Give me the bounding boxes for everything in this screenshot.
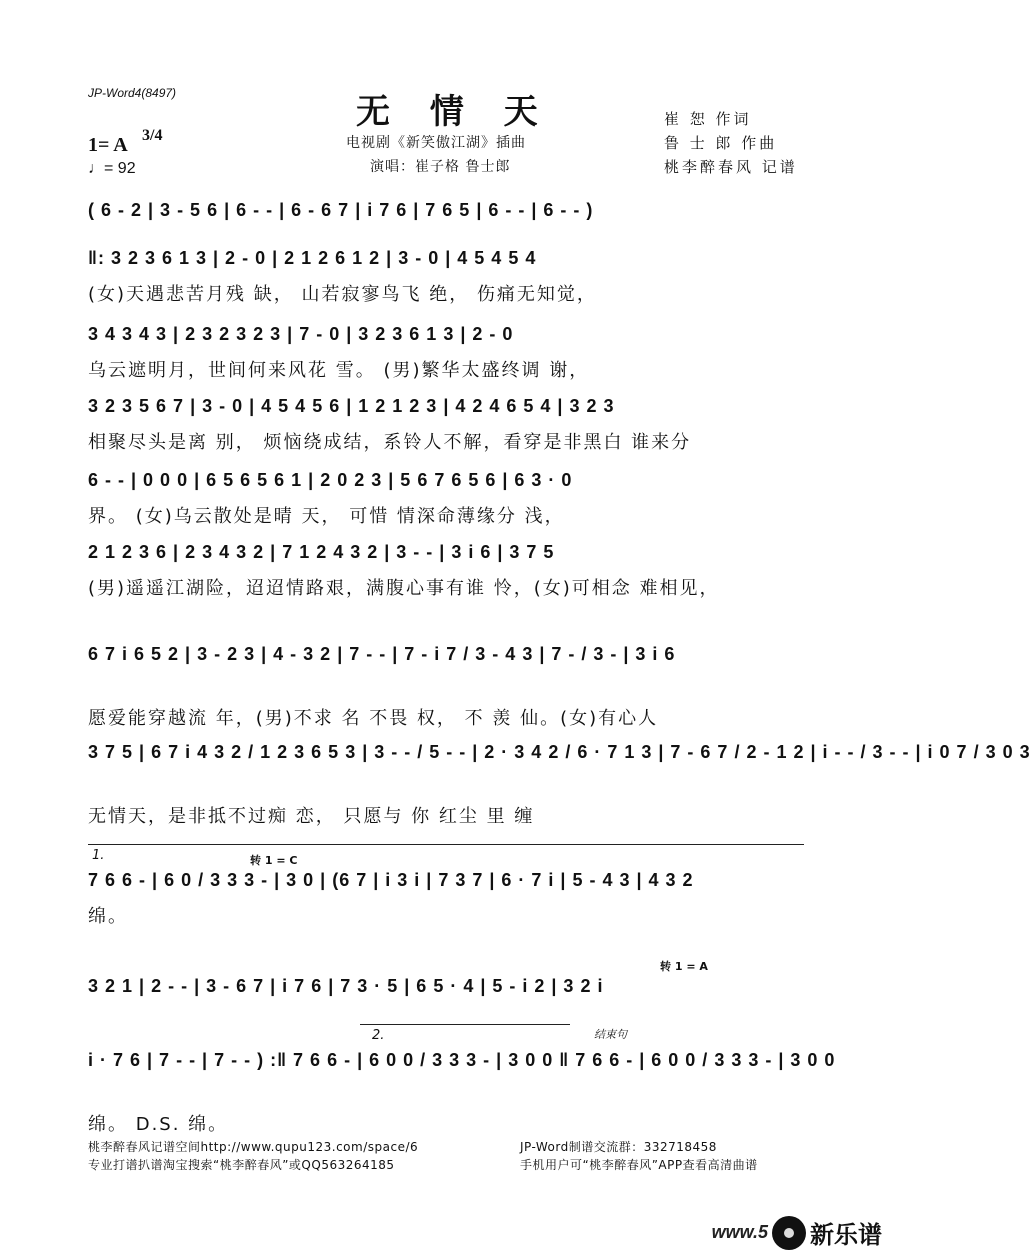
tempo-mark: ♩= 92 [88, 160, 136, 177]
watermark-label: JP-Word4(8497) [88, 86, 177, 100]
lyricist-credit: 崔 恕 作词 [664, 110, 752, 128]
notation-line: 2 1 2 3 6 | 2 3 4 3 2 | 7 1 2 4 3 2 | 3 - - | 3 i 6 | 3 7 5 [88, 542, 555, 562]
key-change-label: 转 1 = C [250, 854, 298, 867]
key-change-label: 转 1 = A [660, 960, 708, 973]
footer-app-note: 手机用户可“桃李醉春风”APP查看高清曲谱 [520, 1158, 758, 1172]
site-url: www.5 [711, 1222, 768, 1242]
singers: 演唱：崔子格 鲁士郎 [370, 159, 511, 175]
notation-line: ‖: 3 2 3 6 1 3 | 2 - 0 | 2 1 2 6 1 2 | 3 - 0 | 4 5 4 5 4 [88, 248, 537, 268]
notation-line: 3 2 1 | 2 - - | 3 - 6 7 | i 7 6 | 7 3 · 5 | 6 5 · 4 | 5 - i 2 | 3 2 i [88, 976, 604, 996]
lyric-line: 相聚尽头是离 别， 烦恼绕成结，系铃人不解，看穿是非黑白 谁来分 [88, 432, 692, 453]
notation-line: ( 6 - 2 | 3 - 5 6 | 6 - - | 6 - 6 7 | i 7 6 | 7 6 5 | 6 - - | 6 - - ) [88, 200, 594, 220]
volta-label: 2. [372, 1028, 385, 1043]
lyric-line: 界。 (女)乌云散处是晴 天， 可惜 情深命薄缘分 浅， [88, 506, 565, 527]
notation-line: 3 7 5 | 6 7 i 4 3 2 / 1 2 3 6 5 3 | 3 - - / 5 - - | 2 · 3 4 2 / 6 · 7 1 3 | 7 - 6 7 / 2 - 1 2 | i - - / 3 - - | i 0 7 / 3 0 3 [88, 742, 1031, 762]
transcriber-credit: 桃李醉春风 记谱 [664, 158, 798, 176]
song-title: 无 情 天 [356, 92, 552, 132]
notation-line: 6 - - | 0 0 0 | 6 5 6 5 6 1 | 2 0 2 3 | 5 6 7 6 5 6 | 6 3 · 0 [88, 470, 573, 490]
lyric-line: 绵。 D.S. 绵。 [88, 1114, 229, 1135]
notation-line: 3 4 3 4 3 | 2 3 2 3 2 3 | 7 - 0 | 3 2 3 6 1 3 | 2 - 0 [88, 324, 514, 344]
lyric-line: 乌云遮明月，世间何来风花 雪。 (男)繁华太盛终调 谢， [88, 360, 590, 381]
footer-space-link: 桃李醉春风记谱空间http://www.qupu123.com/space/6 [88, 1140, 419, 1154]
notation-line: i · 7 6 | 7 - - | 7 - - ) :‖ 7 6 6 - | 6 0 0 / 3 3 3 - | 3 0 0 ‖ 7 6 6 - | 6 0 0 / 3 3 3 - | 3 0 0 [88, 1050, 836, 1070]
volta-bracket [88, 844, 804, 845]
notation-line: 6 7 i 6 5 2 | 3 - 2 3 | 4 - 3 2 | 7 - - | 7 - i 7 / 3 - 4 3 | 7 - / 3 - | 3 i 6 [88, 644, 676, 664]
subtitle: 电视剧《新笑傲江湖》插曲 [346, 135, 526, 151]
time-signature: 3/4 [142, 127, 163, 144]
footer-group: JP-Word制谱交流群：332718458 [520, 1140, 717, 1154]
lyric-line: 无情天，是非抵不过痴 恋， 只愿与 你 红尘 里 缠 [88, 806, 535, 827]
ending-label: 结束句 [594, 1028, 627, 1041]
lyric-line: 愿爱能穿越流 年，(男)不求 名 不畏 权， 不 羡 仙。(女)有心人 [88, 708, 659, 729]
record-icon [772, 1216, 806, 1250]
lyric-line: (女)天遇悲苦月残 缺， 山若寂寥鸟飞 绝， 伤痛无知觉， [88, 284, 597, 305]
composer-credit: 鲁 士 郎 作曲 [664, 134, 778, 152]
key-signature: 1= A [88, 134, 128, 156]
footer-shop-note: 专业打谱扒谱淘宝搜索“桃李醉春风”或QQ563264185 [88, 1158, 395, 1172]
volta-label: 1. [92, 848, 105, 863]
site-logo [712, 1215, 882, 1250]
notation-line: 7 6 6 - | 6 0 / 3 3 3 - | 3 0 | (6 7 | i 3 i | 7 3 7 | 6 · 7 i | 5 - 4 3 | 4 3 2 [88, 870, 694, 890]
volta-bracket [360, 1024, 570, 1025]
lyric-line: 绵。 [88, 906, 128, 927]
brand-name: 新乐谱 [810, 1221, 882, 1249]
lyric-line: (男)遥遥江湖险，迢迢情路艰，满腹心事有谁 怜，(女)可相念 难相见， [88, 578, 720, 599]
notation-line: 3 2 3 5 6 7 | 3 - 0 | 4 5 4 5 6 | 1 2 1 2 3 | 4 2 4 6 5 4 | 3 2 3 [88, 396, 615, 416]
